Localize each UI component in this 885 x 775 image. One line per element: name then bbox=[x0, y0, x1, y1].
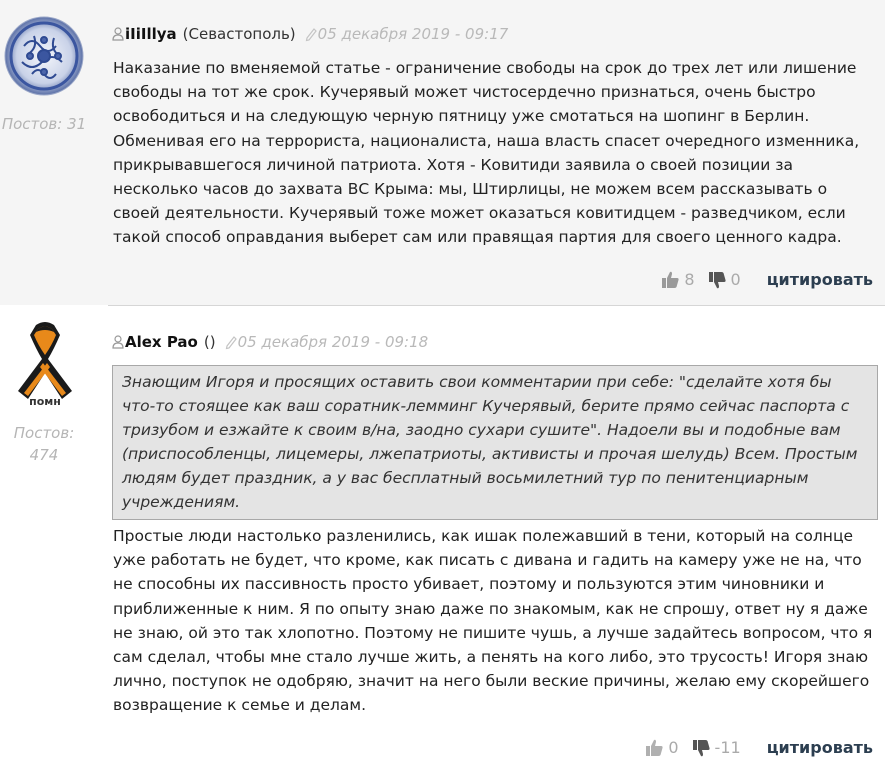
comment-text: Простые люди настолько разленились, как ишак полежавший в тени, который на солнце уже работать не будет, что кроме, как писать с дивана и гадить на камеру уже не на, что не способны их пассивность просто убивает, поэтому и пользуются этим чиновники и приближенные к ним. Я по опыту знаю даже по знакомым, как не спрошу, ответ ну я даже не знаю, ой это так хлопотно. Поэтому не пишите чушь, а лучше задайтесь вопросом, что я сам сделал, чтобы мне стало лучше жить, а пенять на кого либо, это трусость! Игоря знаю лично, поступок не одобряю, значит на него были веские причины, желаю ему скорейшего возвращение к семье и делам. bbox=[113, 527, 873, 715]
comment bbox=[0, 305, 885, 775]
post-count-label: Постов: bbox=[13, 424, 75, 442]
user-outline-icon bbox=[112, 335, 124, 349]
quoted-text: Знающим Игоря и просящих оставить свои комментарии при себе: "сделайте хотя бы что-то стоящее как ваш соратник-лемминг Кучерявый, берите прямо сейчас паспорта с тризубом и езжайте к своим в/на, заодно сухари сушите". Надоели вы и подобные вам (приспособленцы, лицемеры, лжепатриоты, активисты и прочая шелудь) Всем. Простым людям будет праздник, а у вас бесплатный восьмилетний тур по пенитенциарным учреждениям. bbox=[112, 365, 878, 520]
username[interactable]: iIiIllya bbox=[125, 25, 177, 43]
like-count: 0 bbox=[668, 738, 679, 757]
pencil-icon bbox=[224, 334, 238, 350]
comment-date: 05 декабря 2019 - 09:17 bbox=[317, 25, 509, 43]
comment-date: 05 декабря 2019 - 09:18 bbox=[237, 333, 429, 351]
user-outline-icon bbox=[112, 27, 124, 41]
pencil-icon bbox=[304, 26, 318, 42]
username[interactable]: Alex Pao bbox=[125, 333, 198, 351]
quote-button[interactable]: цитировать bbox=[766, 738, 873, 757]
ribbon-icon bbox=[18, 322, 72, 399]
thumbs-down-icon[interactable] bbox=[707, 270, 727, 290]
comment-body bbox=[108, 0, 885, 305]
dislike-count: 0 bbox=[730, 270, 741, 289]
quote-button[interactable]: цитировать bbox=[766, 270, 873, 289]
comment-actions bbox=[644, 735, 873, 761]
user-city: () bbox=[203, 333, 216, 351]
comment bbox=[0, 0, 885, 305]
avatar[interactable] bbox=[4, 16, 84, 96]
dislike-count: -11 bbox=[714, 738, 741, 757]
user-city: (Севастополь) bbox=[182, 25, 296, 43]
comment-body bbox=[108, 305, 885, 775]
thumbs-down-icon[interactable] bbox=[691, 738, 711, 758]
comment-actions bbox=[660, 267, 873, 293]
post-count-value: 474 bbox=[29, 446, 59, 464]
post-count: Постов: 31 bbox=[1, 115, 87, 133]
avatar-caption: помн bbox=[29, 395, 61, 408]
thumbs-up-icon[interactable] bbox=[644, 738, 664, 758]
thumbs-up-icon[interactable] bbox=[660, 270, 680, 290]
like-count: 8 bbox=[684, 270, 695, 289]
comment-text: Наказание по вменяемой статье - ограничение свободы на срок до трех лет или лишение свободы на тот же срок. Кучерявый может чистосердечно признаться, очень быстро освободиться и на следующую черную пятницу уже смотаться на шопинг в Берлин. Обменивая его на террориста, националиста, наша власть спасет очередного изменника, прикрывавшегося личиной патриота. Хотя - Ковитиди заявила о своей позиции за несколько часов до захвата ВС Крыма: мы, Штирлицы, не можем всем рассказывать о своей деятельности. Кучерявый тоже может оказаться ковитидцем - разведчиком, если такой способ оправдания выберет сам или правящая партия для своего ценного кадра. bbox=[113, 59, 860, 247]
comment-header bbox=[112, 331, 428, 353]
comment-header bbox=[112, 23, 508, 45]
